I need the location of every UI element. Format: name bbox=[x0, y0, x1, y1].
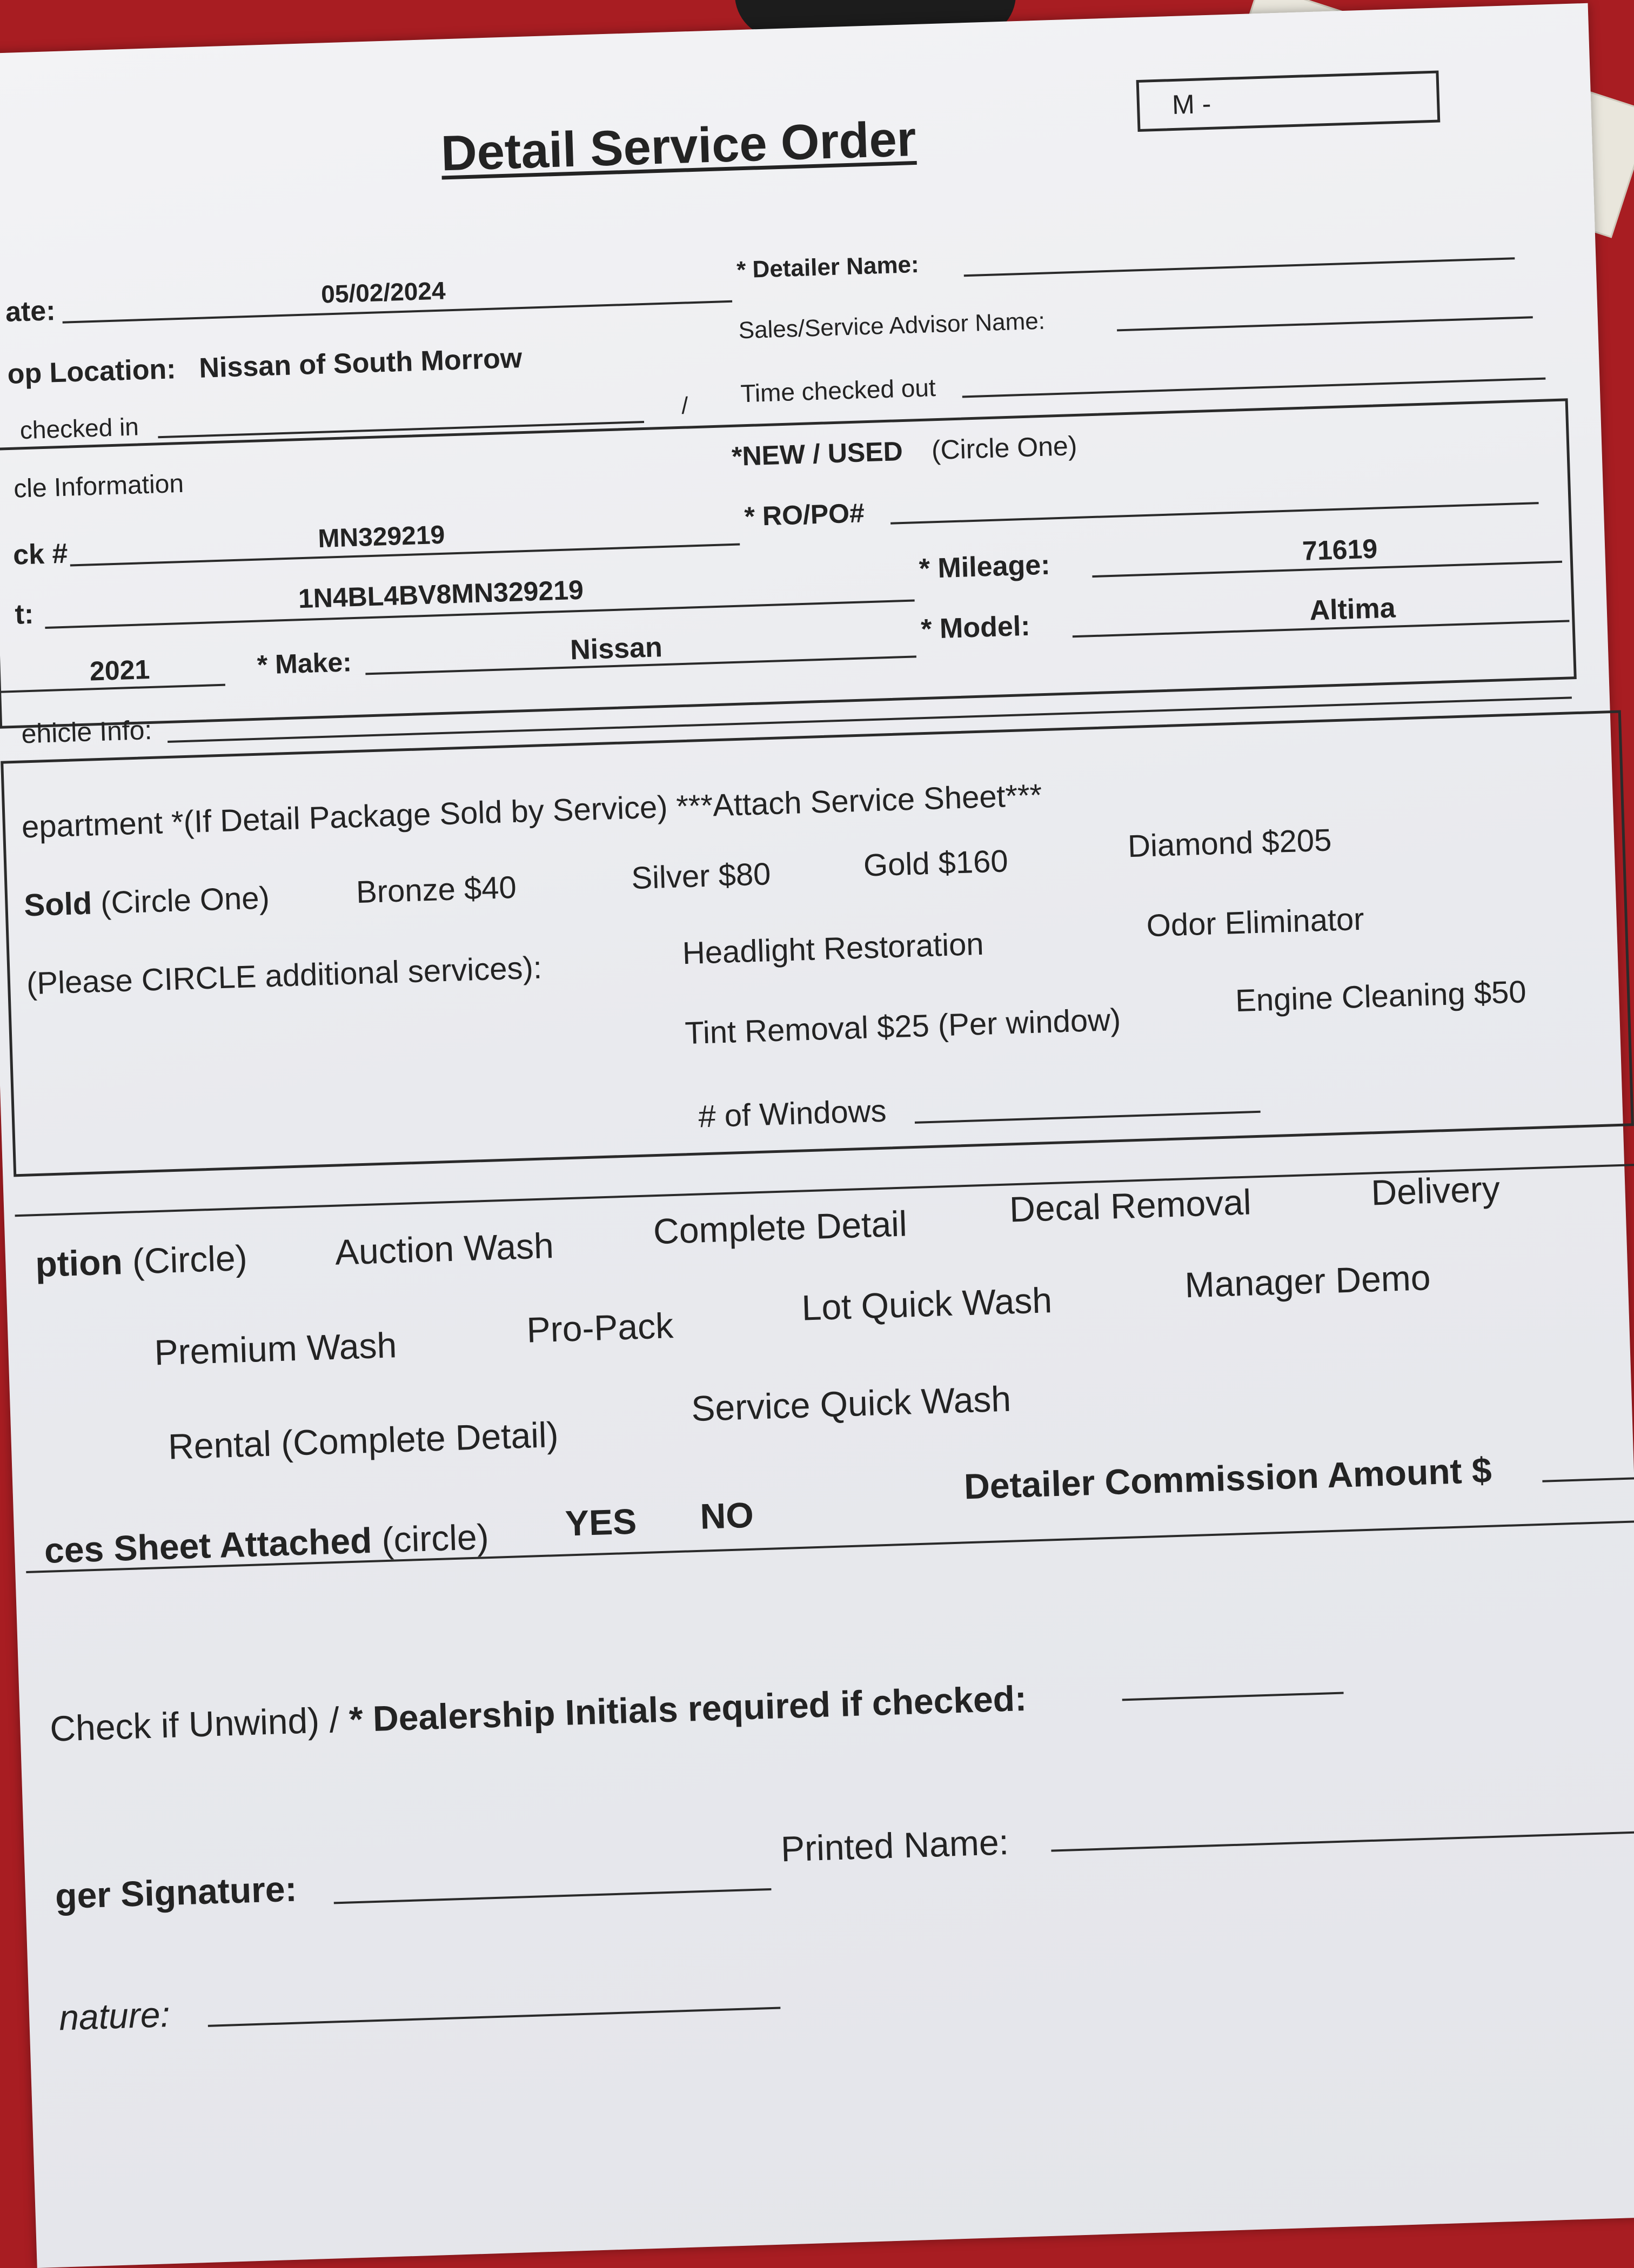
package-sold-label bbox=[24, 880, 270, 923]
package-sold-label-text: Sold bbox=[23, 885, 93, 923]
package-gold[interactable]: Gold $160 bbox=[862, 843, 1009, 883]
option-auction-wash[interactable]: Auction Wash bbox=[334, 1225, 554, 1272]
detailer-name-line[interactable] bbox=[964, 257, 1515, 277]
new-used-label[interactable]: *NEW / USED bbox=[731, 436, 903, 472]
advisor-name-line[interactable] bbox=[1117, 316, 1533, 331]
option-rental[interactable]: Rental (Complete Detail) bbox=[167, 1414, 559, 1467]
additional-services-label: (Please CIRCLE additional services): bbox=[26, 950, 543, 1002]
advisor-name-label: Sales/Service Advisor Name: bbox=[738, 307, 1046, 344]
option-complete-detail[interactable]: Complete Detail bbox=[652, 1203, 908, 1252]
commission-amount-label: Detailer Commission Amount $ bbox=[963, 1450, 1492, 1507]
package-diamond[interactable]: Diamond $205 bbox=[1127, 822, 1332, 864]
option-lot-quick-wash[interactable]: Lot Quick Wash bbox=[801, 1280, 1053, 1328]
sheet-attached-no[interactable]: NO bbox=[699, 1494, 754, 1536]
package-silver[interactable]: Silver $80 bbox=[631, 856, 772, 896]
package-sold-note: (Circle One) bbox=[100, 880, 270, 921]
checked-in-label: checked in bbox=[19, 412, 139, 445]
unwind-initials-line-text bbox=[49, 1677, 1027, 1749]
sheet-attached-label bbox=[44, 1516, 490, 1571]
service-dept-header: epartment *(If Detail Package Sold by Service) ***Attach Service Sheet*** bbox=[21, 777, 1043, 845]
time-checked-out-line[interactable] bbox=[962, 378, 1546, 398]
initials-line[interactable] bbox=[1122, 1692, 1344, 1701]
service-headlight-restoration[interactable]: Headlight Restoration bbox=[681, 926, 985, 971]
make-value: Nissan bbox=[570, 632, 663, 666]
model-value: Altima bbox=[1309, 592, 1396, 627]
unwind-text[interactable]: Check if Unwind) / bbox=[49, 1699, 350, 1749]
ropo-label: * RO/PO# bbox=[744, 498, 865, 532]
time-checked-out-label: Time checked out bbox=[740, 373, 936, 408]
detailer-name-label: * Detailer Name: bbox=[736, 251, 920, 284]
service-engine-cleaning[interactable]: Engine Cleaning $50 bbox=[1235, 974, 1527, 1019]
option-delivery[interactable]: Delivery bbox=[1370, 1168, 1501, 1213]
vehicle-info-section-label: cle Information bbox=[13, 469, 184, 504]
sheet-attached-label-text: ces Sheet Attached bbox=[43, 1520, 373, 1571]
sheet-attached-note: (circle) bbox=[381, 1517, 490, 1560]
vin-value: 1N4BL4BV8MN329219 bbox=[298, 574, 584, 614]
option-decal-removal[interactable]: Decal Removal bbox=[1008, 1182, 1252, 1230]
service-order-sheet bbox=[0, 3, 1634, 2268]
mileage-label: * Mileage: bbox=[918, 549, 1051, 585]
mileage-value: 71619 bbox=[1302, 533, 1378, 566]
option-premium-wash[interactable]: Premium Wash bbox=[153, 1325, 398, 1373]
package-bronze[interactable]: Bronze $40 bbox=[356, 869, 517, 910]
printed-name-line[interactable] bbox=[1051, 1830, 1634, 1851]
option-label-text: ption bbox=[35, 1242, 123, 1285]
initials-required-text: * Dealership Initials required if checked: bbox=[348, 1677, 1027, 1740]
sheet-attached-yes[interactable]: YES bbox=[564, 1501, 638, 1544]
option-pro-pack[interactable]: Pro-Pack bbox=[526, 1305, 674, 1350]
form-title: Detail Service Order bbox=[440, 111, 917, 182]
manager-signature-line[interactable] bbox=[334, 1888, 772, 1904]
shop-location-value: Nissan of South Morrow bbox=[198, 343, 523, 384]
new-used-note: (Circle One) bbox=[931, 430, 1078, 466]
service-tint-removal[interactable]: Tint Removal $25 (Per window) bbox=[684, 1002, 1122, 1051]
shop-location-label: op Location: bbox=[6, 353, 177, 390]
make-label: * Make: bbox=[256, 647, 352, 680]
option-label-note: (Circle) bbox=[131, 1237, 248, 1281]
commission-amount-line[interactable] bbox=[1542, 1477, 1634, 1482]
service-odor-eliminator[interactable]: Odor Eliminator bbox=[1146, 901, 1365, 944]
manager-signature-label: ger Signature: bbox=[55, 1868, 298, 1916]
date-label: ate: bbox=[5, 295, 56, 328]
stock-label: ck # bbox=[12, 538, 69, 571]
model-label: * Model: bbox=[920, 610, 1031, 646]
signature-label: nature: bbox=[58, 1994, 171, 2038]
date-value: 05/02/2024 bbox=[320, 276, 446, 308]
order-number-label: M - bbox=[1171, 88, 1212, 120]
other-vehicle-info-label: ehicle Info: bbox=[21, 714, 153, 749]
signature-line[interactable] bbox=[208, 2007, 781, 2027]
windows-count-label: # of Windows bbox=[698, 1093, 887, 1135]
checked-in-slash: / bbox=[681, 392, 689, 419]
option-manager-demo[interactable]: Manager Demo bbox=[1184, 1257, 1431, 1305]
option-service-quick-wash[interactable]: Service Quick Wash bbox=[691, 1378, 1012, 1429]
year-value: 2021 bbox=[89, 654, 151, 687]
option-label bbox=[35, 1237, 247, 1285]
printed-name-label: Printed Name: bbox=[780, 1822, 1009, 1869]
stock-value: MN329219 bbox=[317, 520, 446, 554]
order-number-box[interactable] bbox=[1136, 71, 1441, 132]
vin-label: t: bbox=[14, 598, 35, 630]
